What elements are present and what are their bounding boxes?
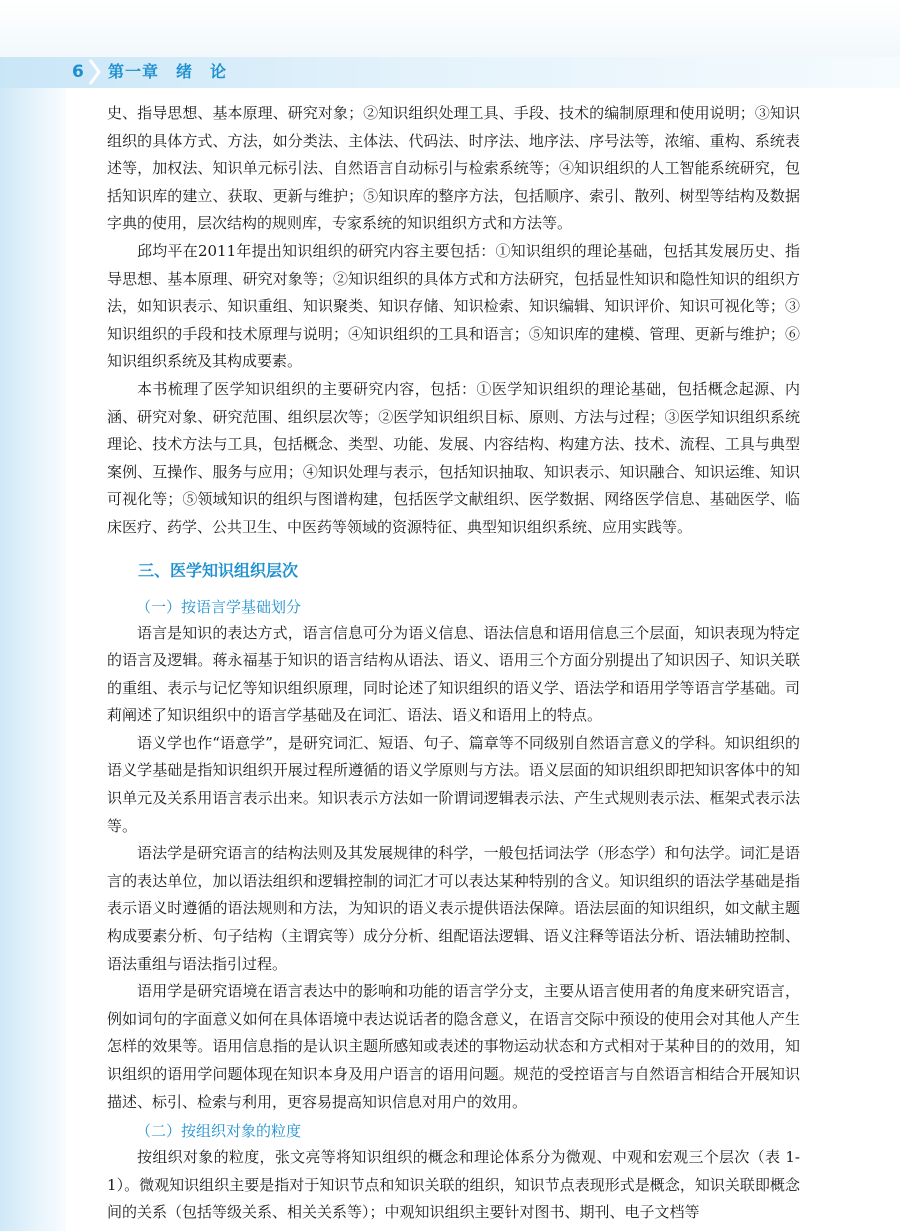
subsection-heading: （二）按组织对象的粒度: [136, 1122, 302, 1141]
subsection-heading: （一）按语言学基础划分: [136, 597, 302, 616]
left-margin-strip: [0, 88, 66, 1231]
page-body: [107, 100, 800, 1227]
chevron-right-icon: [87, 58, 103, 86]
chapter-title: 第一章 绪 论: [108, 62, 228, 81]
paragraph: 本书梳理了医学知识组织的主要研究内容，包括：①医学知识组织的理论基础，包括概念起源、内涵、研究对象、研究范围、组织层次等；②医学知识组织目标、原则、方法与过程；③医学知识组织系统理论、技术方法与工具，包括概念、类型、功能、发展、内容结构、构建方法、技术、流程、工具与典型案例、互操作、服务与应用；④知识处理与表示，包括知识抽取、知识表示、知识融合、知识运维、知识可视化等；⑤领域知识的组织与图谱构建，包括医学文献组织、医学数据、网络医学信息、基础医学、临床医疗、药学、公共卫生、中医药等领域的资源特征、典型知识组织系统、应用实践等。: [107, 379, 800, 536]
paragraph: 语义学也作“语意学”，是研究词汇、短语、句子、篇章等不同级别自然语言意义的学科。知识组织的语义学基础是指知识组织开展过程所遵循的语义学原则与方法。语义层面的知识组织即把知识客体中的知识单元及关系用语言表示出来。知识表示方法如一阶谓词逻辑表示法、产生式规则表示法、框架式表示法等。: [107, 733, 800, 835]
paragraph-continued: 史、指导思想、基本原理、研究对象；②知识组织处理工具、手段、技术的编制原理和使用说明；③知识组织的具体方式、方法，如分类法、主体法、代码法、时序法、地序法、序号法等，浓缩、重构、系统表述等，加权法、知识单元标引法、自然语言自动标引与检索系统等；④知识组织的人工智能系统研究，包括知识库的建立、获取、更新与维护；⑤知识库的整序方法，包括顺序、索引、散列、树型等结构及数据字典的使用，层次结构的规则库，专家系统的知识组织方式和方法等。: [107, 104, 800, 233]
paragraph: 邱均平在2011年提出知识组织的研究内容主要包括：①知识组织的理论基础，包括其发展历史、指导思想、基本原理、研究对象等；②知识组织的具体方式和方法研究，包括显性知识和隐性知识的组织方法，如知识表示、知识重组、知识聚类、知识存储、知识检索、知识编辑、知识评价、知识可视化等；③知识组织的手段和技术原理与说明；④知识组织的工具和语言；⑤知识库的建模、管理、更新与维护；⑥知识组织系统及其构成要素。: [107, 241, 800, 371]
paragraph: 语用学是研究语境在语言表达中的影响和功能的语言学分支，主要从语言使用者的角度来研究语言，例如词句的字面意义如何在具体语境中表达说话者的隐含意义，在语言交际中预设的使用会对其他人产生怎样的效果等。语用信息指的是认识主题所感知或表述的事物运动状态和方式相对于某种目的的效用，知识组织的语用学问题体现在知识本身及用户语言的语用问题。规范的受控语言与自然语言相结合开展知识描述、标引、检索与利用，更容易提高知识信息对用户的效用。: [107, 982, 800, 1111]
paragraph: 语言是知识的表达方式，语言信息可分为语义信息、语法信息和语用信息三个层面，知识表现为特定的语言及逻辑。蒋永福基于知识的语言结构从语法、语义、语用三个方面分别提出了知识因子、知识关联的重组、表示与记忆等知识组织原理，同时论述了知识组织的语义学、语法学和语用学等语言学基础。司莉阐述了知识组织中的语言学基础及在词汇、语法、语义和语用上的特点。: [107, 623, 800, 725]
top-band: [0, 0, 900, 57]
page-number: 6: [72, 62, 84, 82]
paragraph: 语法学是研究语言的结构法则及其发展规律的科学，一般包括词法学（形态学）和句法学。词汇是语言的表达单位，加以语法组织和逻辑控制的词汇才可以表达某种特别的含义。知识组织的语法学基础是指表示语义时遵循的语法规则和方法，为知识的语义表示提供语法保障。语法层面的知识组织，如文献主题构成要素分析、句子结构（主谓宾等）成分分析、组配语法逻辑、语义注释等语法分析、语法辅助控制、语法重组与语法指引过程。: [107, 844, 800, 973]
paragraph: 按组织对象的粒度，张文亮等将知识组织的概念和理论体系分为微观、中观和宏观三个层次（表 1-1）。微观知识组织主要是指对于知识节点和知识关联的组织，知识节点表现形式是概念，知识关联即概念间的关系（包括等级关系、相关关系等）；中观知识组织主要针对图书、期刊、电子文档等: [107, 1148, 800, 1222]
section-heading: 三、医学知识组织层次: [138, 560, 299, 580]
